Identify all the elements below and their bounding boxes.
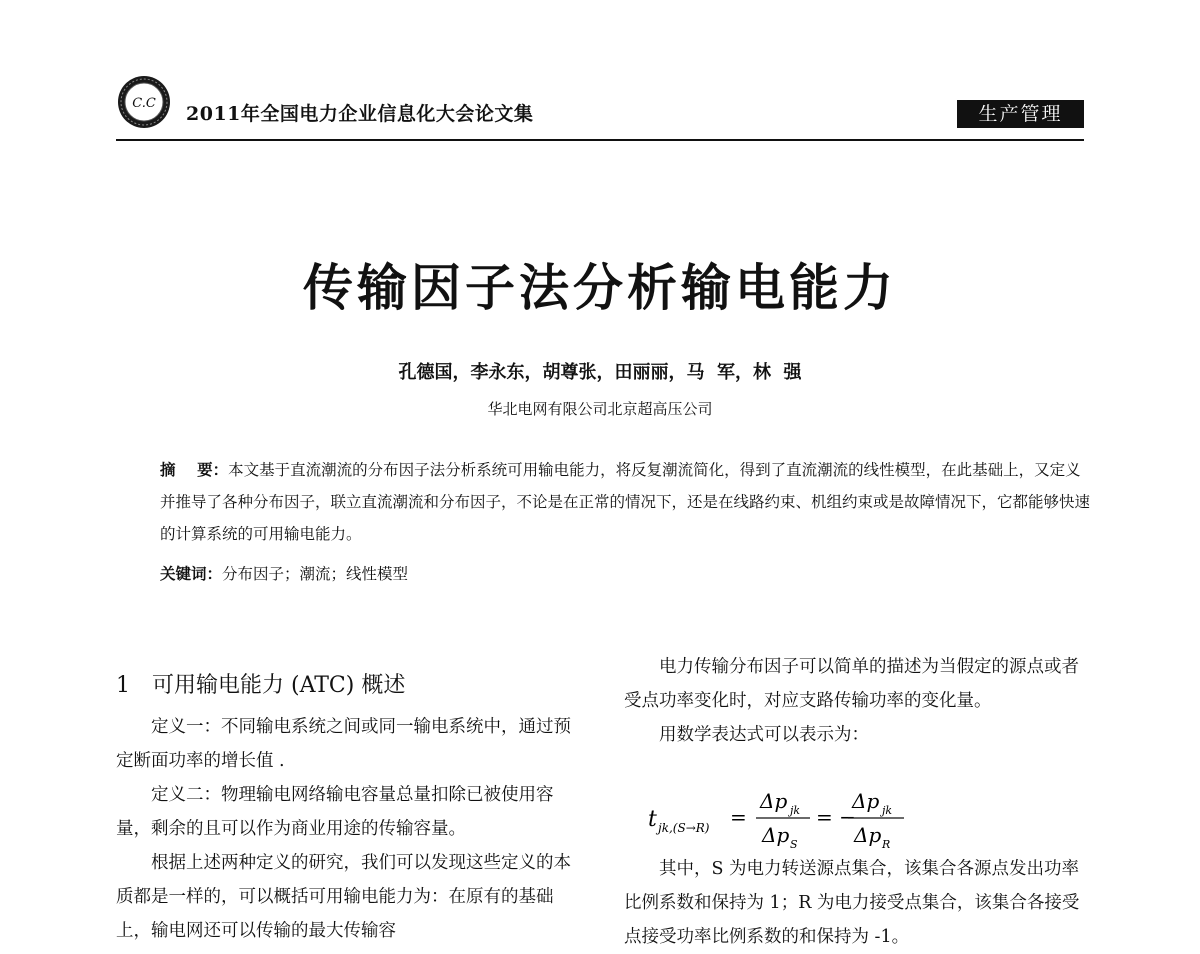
body-paragraph: 其中，S 为电力转送源点集合，该集合各源点发出功率比例系数和保持为 1；R 为电力接受点集合，该集合各接受点接受功率比例系数的和保持为 -1。 [624,859,1080,947]
body-paragraph: 电力传输分布因子可以简单的描述为当假定的源点或者受点功率变化时，对应支路传输功率的变化量。 [624,657,1079,711]
formula-den2: Δp [854,823,882,847]
keywords [160,562,408,584]
left-column [116,710,586,948]
abstract-text: 本文基于直流潮流的分布因子法分析系统可用输电能力，将反复潮流简化，得到了直流潮流的线性模型，在此基础上，又定义并推导了各种分布因子，联立直流潮流和分布因子，不论是在正常的情况下，还是在线路约束、机组约束或是故障情况下，它都能够快速的计算系统的可用输电能力。 [160,461,1091,543]
body-paragraph: 根据上述两种定义的研究，我们可以发现这些定义的本质都是一样的，可以概括可用输电能力为：在原有的基础上，输电网还可以传输的最大传输容 [116,853,571,941]
header-rule [116,139,1084,141]
section-heading [116,668,405,699]
abstract [160,454,1090,550]
conference-logo [116,74,172,130]
affiliation: 华北电网有限公司北京超高压公司 [487,400,713,418]
svg-text:C.C: C.C [132,96,156,111]
formula-lhs-sub: jk,(S→R) [658,821,710,835]
right-column-bottom [624,852,1092,954]
section-tag: 生产管理 [957,100,1084,128]
keywords-label: 关键词： [160,565,223,583]
formula-num1: Δp [760,789,788,813]
formula-lhs: t [648,807,657,832]
formula-den2-sub: R [882,838,891,850]
formula-den1-sub: S [790,838,798,850]
formula-eq2: = − [816,805,856,829]
journal-title: 2011年全国电力企业信息化大会论文集 [186,103,534,125]
author-list: 孔德国，李永东，胡尊张，田丽丽，马 军，林 强 [398,362,802,383]
formula-num2-sub: jk [882,804,893,817]
abstract-label: 摘 要： [160,461,229,479]
right-column-top [624,650,1092,752]
formula-num1-sub: jk [790,804,801,817]
keywords-text: 分布因子；潮流；线性模型 [222,565,409,583]
section-number: 1 [116,673,130,698]
body-paragraph: 用数学表达式可以表示为： [659,725,869,745]
ptdf-formula [648,784,948,850]
formula-eq: = [730,805,747,829]
paper-title: 传输因子法分析输电能力 [303,258,897,317]
body-paragraph: 定义一：不同输电系统之间或同一输电系统中，通过预定断面功率的增长值 . [116,717,571,771]
formula-num2: Δp [852,789,880,813]
body-paragraph: 定义二：物理输电网络输电容量总量扣除已被使用容量，剩余的且可以作为商业用途的传输容量。 [116,785,554,839]
section-title: 可用输电能力 (ATC) 概述 [152,673,406,698]
formula-den1: Δp [762,823,790,847]
